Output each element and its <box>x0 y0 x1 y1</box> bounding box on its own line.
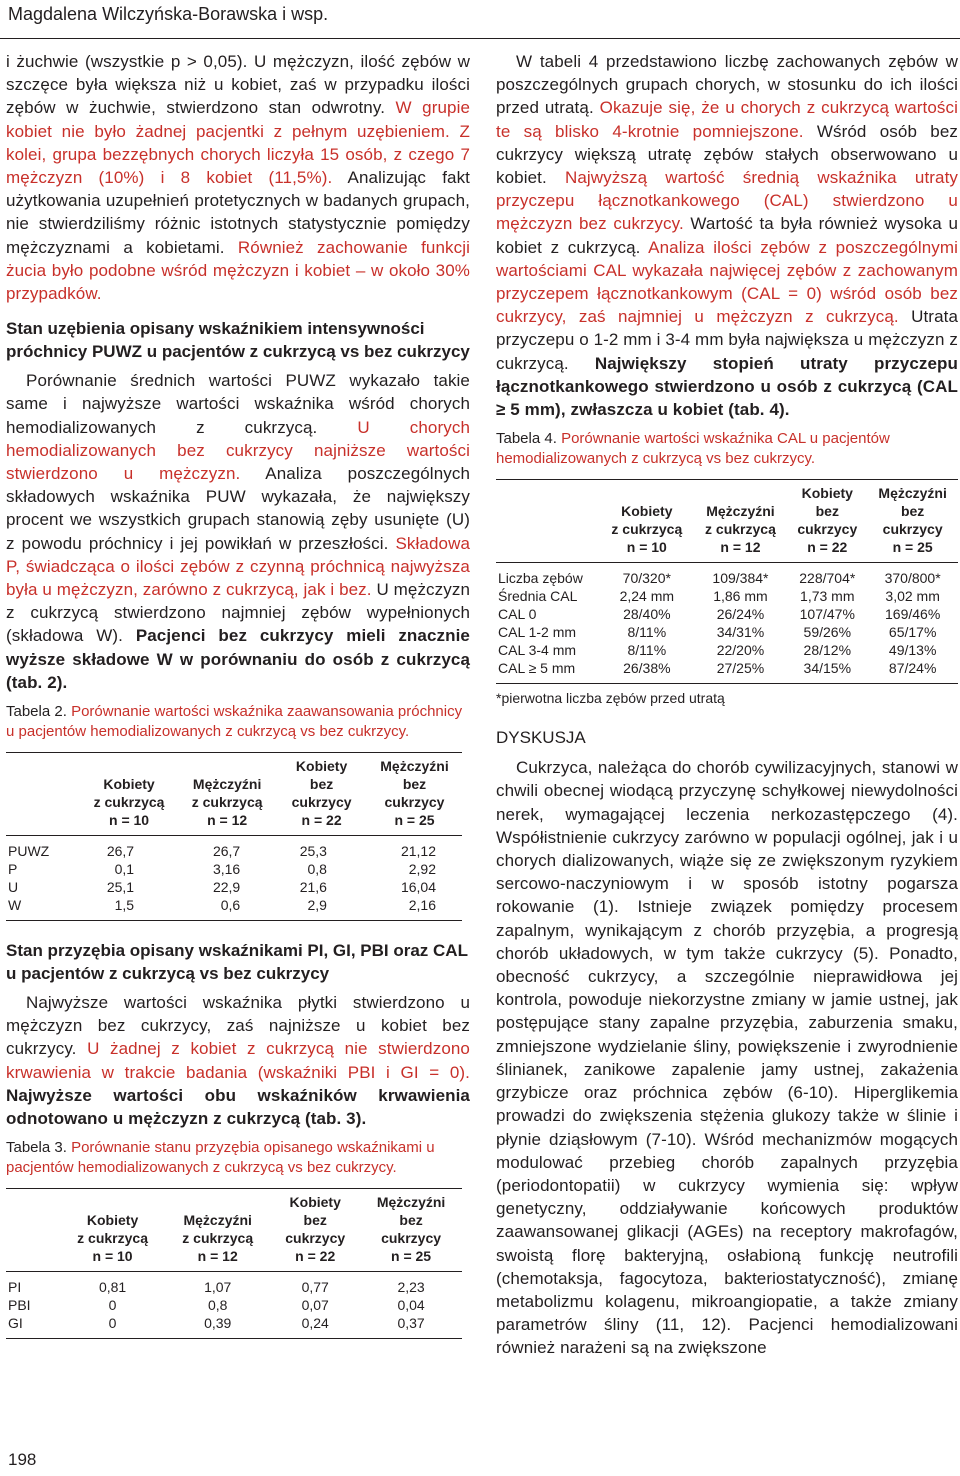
table-header-cell: Mężczyźni bez cukrzycy n = 25 <box>376 1194 446 1265</box>
right-column <box>496 50 958 1360</box>
table-row: CAL 3-4 mm 8/11% 22/20% 28/12% 49/13% <box>498 642 937 659</box>
table-row: Liczba zębów 70/320* 109/384* 228/704* 370/800* <box>498 570 941 587</box>
table2 <box>6 752 462 921</box>
table-header-row <box>496 480 958 563</box>
table4 <box>496 479 958 684</box>
table-header-cell: Kobiety z cukrzycą n = 10 <box>77 1212 148 1265</box>
table-row: CAL 1-2 mm 8/11% 34/31% 59/26% 65/17% <box>498 624 937 641</box>
section-title-periodontium: Stan przyzębia opisany wskaźnikami PI, GI, PBI oraz CAL u pacjentów z cukrzycą vs bez cukrzycy <box>6 941 468 984</box>
table3-caption: Tabela 3. Porównanie stanu przyzębia opisanego wskaźnikami u pacjentów hemodializowanych z cukrzycą vs bez cukrzycy. <box>6 1139 435 1177</box>
table-header-cell: Kobiety bez cukrzycy n = 22 <box>285 1194 346 1265</box>
table4-caption: Tabela 4. Porównanie wartości wskaźnika CAL u pacjentów hemodializowanych z cukrzycą vs bez cukrzycy. <box>496 430 890 468</box>
table4-footnote: *pierwotna liczba zębów przed utratą <box>496 690 725 707</box>
paragraph-cal-results: W tabeli 4 przedstawiono liczbę zachowanych zębów w poszczególnych grupach chorych, w stosunku do ich ilości przed utratą. Okazuje się, że u chorych z cukrzycą wartości te są blisko 4-krotnie pomniejszone. Wśród osób bez cukrzycy większą utratę zębów stałych obserwowano u kobiet. Najwyższą wartość średnią wskaźnika utraty przyczepu łącznotkankowego (CAL) stwierdzono u mężczyzn bez cukrzycy. Wartość ta była również wysoka u kobiet z cukrzycą. Analiza ilości zębów z poszczególnymi wartościami CAL wykazała najwięcej zębów z zachowanym przyczepem łącznotkankowym (CAL = 0) wśród osób bez cukrzycy, zaś najmniej u mężczyzn z cukrzycą. Utrata przyczepu o 1-2 mm i 3-4 mm była największa u mężczyzn z cukrzycą. Największy stopień utraty przyczepu łącznotkankowego stwierdzono u osób z cukrzycą (CAL ≥ 5 mm), zwłaszcza u kobiet (tab. 4). <box>496 52 959 420</box>
paragraph-discussion: Cukrzyca, należąca do chorób cywilizacyjnych, stanowi w chwili obecnej wiodącą przyczynę schyłkowej niewydolności nerek, wymagającej leczenia nerkozastępczego (4). Współistnienie cukrzycy zarówno w populacji ogólnej, jak i u chorych dializowanych, wiąże się ze zwiększonym ryzykiem sercowo-naczyniowym i w sposób istotny pogarsza rokowanie (1). Istnieje związek pomiędzy procesem zapalnym, wynikającym z chorób przyzębia, a progresją chorób układowych, w tym także cukrzycy (5). Ponadto, obecność cukrzycy, a szczególnie nieprawidłowa jej kontrola, powoduje niekorzystne zmiany w jamie ustnej, jak postępujące stany zapalne przyzębia, zaburzenia smaku, zmniejszone wydzielanie śliny, powiększenie i zwyrodnienie ślinianek, zanikowe zapalenie jamy ustnej, zakażenia grzybicze oraz próchnica zębów (6-10). Hiperglikemia prowadzi do zwiększenia stężenia glukozy także w ślinie i płynie dziąsłowym (7-10). Wśród mechanizmów mogących modulować przebieg chorób zapalnych przyzębia (periodontopatii) w cukrzycy wymienia się: wpływ genetyczny, oddziaływanie końcowych produktów zaawansowanej glikacji (AGEs) na receptory makrofagów, swoistą florę bakteryjną, osłabioną funkcję neutrofili (chemotaksja, fagocytoza, bakteriostatyczność), zmianę metabolizmu kolagenu, mikroangiopatie, a także zmiany parametrów śliny (11, 12). Pacjenci hemodializowani również narażeni są na zwiększone <box>496 758 958 1358</box>
author-header: Magdalena Wilczyńska-Borawska i wsp. <box>8 4 329 24</box>
section-title-discussion: DYSKUSJA <box>496 728 586 748</box>
table-row: PUWZ 26,7 26,7 25,3 21,12 <box>8 843 436 860</box>
table-header-cell: Mężczyźni z cukrzycą n = 12 <box>182 1212 254 1265</box>
table-row: GI 0 0,39 0,24 0,37 <box>6 1314 462 1339</box>
table-row: PI 0,81 1,07 0,77 2,23 <box>8 1279 425 1296</box>
table-header-row <box>6 753 462 836</box>
paragraph-puwz: Porównanie średnich wartości PUWZ wykazało takie same i najwyższe wartości wskaźnika wśród chorych hemodializowanych z cukrzycą. U chorych hemodializowanych bez cukrzycy najniższe wartości stwierdzono u mężczyzn. Analiza poszczególnych składowych wskaźnika PUW wykazała, że największy procent we wszystkich grupach stanowią zęby usunięte (U) z powodu próchnicy i jej powikłań w przeszłości. Składowa P, świadcząca o ilości zębów z czynną próchnicą najwyższa była u mężczyzn, zarówno z cukrzycą, jak i bez. U mężczyzn z cukrzycą stwierdzono najmniej zębów wypełnionych (składowa W). Pacjenci bez cukrzycy mieli znacznie wyższe składowe W w porównaniu do osób z cukrzycą (tab. 2). <box>6 371 471 692</box>
header-rule <box>0 38 960 39</box>
table-header-row <box>6 1189 462 1272</box>
table-row: CAL 0 28/40% 26/24% 107/47% 169/46% <box>498 606 941 623</box>
table-header-cell: Mężczyźni bez cukrzycy n = 25 <box>878 485 947 556</box>
table-header-cell: Kobiety bez cukrzycy n = 22 <box>797 485 858 556</box>
table-header-cell: Kobiety bez cukrzycy n = 22 <box>291 758 352 829</box>
table-row: W 1,5 0,6 2,9 2,16 <box>6 896 462 921</box>
table-header-cell: Kobiety z cukrzycą n = 10 <box>611 503 683 556</box>
page-number: 198 <box>8 1450 37 1469</box>
table-header-cell: Mężczyźni bez cukrzycy n = 25 <box>380 758 449 829</box>
table-row: Średnia CAL 2,24 mm 1,86 mm 1,73 mm 3,02 mm <box>498 588 940 605</box>
section-title-puwz: Stan uzębienia opisany wskaźnikiem intensywności próchnicy PUWZ u pacjentów z cukrzycą vs bez cukrzycy <box>6 319 470 362</box>
table-header-cell: Mężczyźni z cukrzycą n = 12 <box>191 776 263 829</box>
table-row: CAL ≥ 5 mm 26/38% 27/25% 34/15% 87/24% <box>496 659 958 684</box>
table-row: U 25,1 22,9 21,6 16,04 <box>8 879 436 896</box>
table-header-cell: Mężczyźni z cukrzycą n = 12 <box>705 503 776 556</box>
table3 <box>6 1188 462 1339</box>
left-column <box>6 50 470 1339</box>
table-row: P 0,1 3,16 0,8 2,92 <box>8 861 436 878</box>
table2-caption: Tabela 2. Porównanie wartości wskaźnika zaawansowania próchnicy u pacjentów hemodializowanych z cukrzycą vs bez cukrzycy. <box>6 703 463 741</box>
table-row: PBI 0 0,8 0,07 0,04 <box>8 1297 425 1314</box>
table-header-cell: Kobiety z cukrzycą n = 10 <box>93 776 165 829</box>
paragraph-results-teeth: i żuchwie (wszystkie p > 0,05). U mężczyzn, ilość zębów w szczęce była większa niż u kobiet, zaś w przypadku ilości zębów w żuchwie, stwierdzono stan odwrotny. W grupie kobiet nie było żadnej pacjentki z pełnym uzębieniem. Z kolei, grupa bezzębnych chorych liczyła 15 osób, z czego 7 mężczyzn (10%) i 8 kobiet (11,5%). Analizując fakt użytkowania uzupełnień protetycznych w badanych grupach, nie stwierdziliśmy różnic istotnych statystycznie pomiędzy mężczyznami a kobietami. Również zachowanie funkcji żucia było podobne wśród mężczyzn i kobiet – w około 30% przypadków. <box>6 52 470 304</box>
paragraph-periodontium: Najwyższe wartości wskaźnika płytki stwierdzono u mężczyzn bez cukrzycy, zaś najniższe u kobiet bez cukrzycy. U żadnej z kobiet z cukrzycą nie stwierdzono krwawienia w trakcie badania (wskaźniki PBI i GI = 0). Najwyższe wartości obu wskaźników krwawienia odnotowano u mężczyzn z cukrzycą (tab. 3). <box>6 993 470 1129</box>
